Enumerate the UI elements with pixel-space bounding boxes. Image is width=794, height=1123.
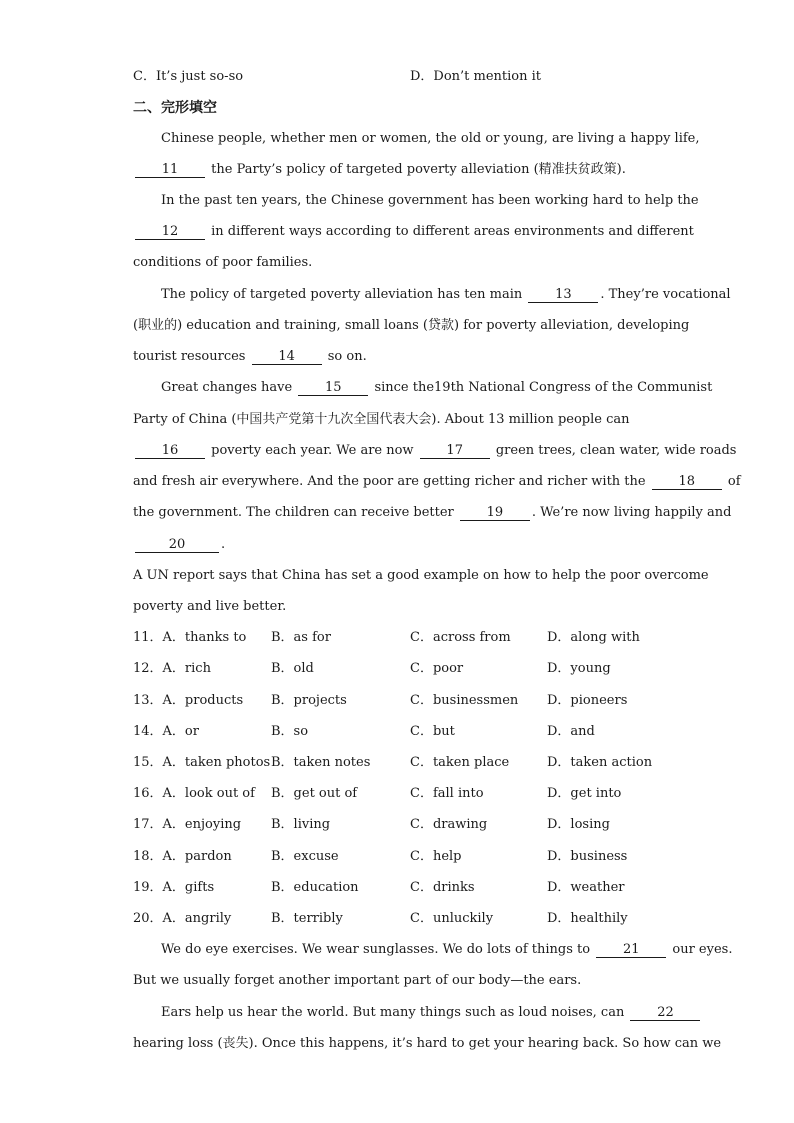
option-d: D．get into	[547, 786, 622, 801]
text: conditions of poor families.	[133, 255, 313, 270]
option-d: D．pioneers	[547, 693, 628, 708]
passage1-line	[133, 349, 367, 365]
passage1-line	[133, 443, 736, 459]
text: hearing loss (丧失). Once this happens, it’s hard to get your hearing back. So how can we	[133, 1036, 722, 1051]
text: and fresh air everywhere. And the poor are getting richer and richer with the	[133, 474, 646, 489]
passage1-line	[133, 255, 312, 271]
passage1-line	[133, 505, 731, 521]
blank-19: 19	[460, 506, 530, 521]
option-a: 20．A．angrily	[133, 911, 232, 926]
option-c: C．unluckily	[410, 911, 494, 926]
option-b: B．as for	[271, 630, 331, 645]
text: the government. The children can receive better	[133, 505, 454, 520]
option-c: C．across from	[410, 630, 511, 645]
text: . We’re now living happily and	[531, 505, 732, 520]
option-d: D．weather	[547, 880, 625, 895]
passage1-line	[161, 131, 700, 147]
passage1-line	[133, 599, 286, 615]
text: of	[727, 474, 741, 489]
prev-option-d: D．Don’t mention it	[410, 69, 542, 84]
option-d: D．taken action	[547, 755, 653, 770]
option-d: D．along with	[547, 630, 640, 645]
blank-16: 16	[135, 444, 205, 459]
blank-21: 21	[596, 943, 666, 958]
option-b: B．old	[271, 661, 314, 676]
option-d: D．and	[547, 724, 595, 739]
blank-12: 12	[135, 225, 205, 240]
option-a: 19．A．gifts	[133, 880, 215, 895]
option-b: B．living	[271, 817, 331, 832]
text: tourist resources	[133, 349, 246, 364]
option-c: C．drinks	[410, 880, 475, 895]
option-a: 15．A．taken photos	[133, 755, 271, 770]
option-d: D．healthily	[547, 911, 628, 926]
passage2-line	[161, 1005, 702, 1021]
text: poverty and live better.	[133, 599, 287, 614]
option-b: B．taken notes	[271, 755, 371, 770]
option-c: C．businessmen	[410, 693, 519, 708]
text: green trees, clean water, wide roads	[495, 443, 737, 458]
section-title: 二、完形填空	[133, 100, 217, 116]
text: poverty each year. We are now	[211, 443, 414, 458]
option-a: 18．A．pardon	[133, 849, 232, 864]
passage1-line	[161, 380, 712, 396]
text: our eyes.	[672, 942, 733, 957]
text: A UN report says that China has set a good example on how to help the poor overcome	[133, 568, 709, 583]
option-a: 13．A．products	[133, 693, 244, 708]
option-c: C．poor	[410, 661, 464, 676]
option-b: B．terribly	[271, 911, 343, 926]
text: .	[221, 537, 226, 552]
passage1-line	[133, 474, 741, 490]
blank-13: 13	[528, 288, 598, 303]
text: Chinese people, whether men or women, the old or young, are living a happy life,	[161, 131, 700, 146]
passage2-line	[133, 973, 581, 989]
passage1-line	[133, 318, 689, 334]
passage1-line	[161, 193, 699, 209]
option-a: 11．A．thanks to	[133, 630, 247, 645]
option-c: C．help	[410, 849, 462, 864]
passage1-line	[161, 287, 731, 303]
text: . They’re vocational	[600, 287, 731, 302]
passage1-line	[133, 412, 630, 428]
passage1-line	[133, 568, 709, 584]
blank-11: 11	[135, 163, 205, 178]
text: Ears help us hear the world. But many things such as loud noises, can	[161, 1005, 625, 1020]
option-b: B．get out of	[271, 786, 358, 801]
blank-17: 17	[420, 444, 490, 459]
text: But we usually forget another important part of our body—the ears.	[133, 973, 582, 988]
option-a: 12．A．rich	[133, 661, 211, 676]
option-a: 16．A．look out of	[133, 786, 255, 801]
passage2-line	[133, 1036, 721, 1052]
text: The policy of targeted poverty alleviation has ten main	[161, 287, 523, 302]
text: since the19th National Congress of the Communist	[374, 380, 713, 395]
text: We do eye exercises. We wear sunglasses. We do lots of things to	[161, 942, 591, 957]
option-b: B．excuse	[271, 849, 339, 864]
option-c: C．fall into	[410, 786, 484, 801]
text: Great changes have	[161, 380, 293, 395]
passage1-line	[133, 224, 694, 240]
option-b: B．education	[271, 880, 359, 895]
blank-15: 15	[298, 381, 368, 396]
passage2-line	[161, 942, 732, 958]
option-c: C．drawing	[410, 817, 488, 832]
option-d: D．young	[547, 661, 611, 676]
text: (职业的) education and training, small loans (贷款) for poverty alleviation, developing	[133, 318, 690, 333]
text: in different ways according to different areas environments and different	[211, 224, 694, 239]
blank-20: 20	[135, 538, 219, 553]
option-a: 17．A．enjoying	[133, 817, 242, 832]
blank-14: 14	[252, 350, 322, 365]
prev-option-c: C．It’s just so-so	[133, 69, 244, 84]
option-b: B．projects	[271, 693, 347, 708]
option-d: D．losing	[547, 817, 610, 832]
option-c: C．taken place	[410, 755, 510, 770]
text: so on.	[327, 349, 367, 364]
option-c: C．but	[410, 724, 455, 739]
text: Party of China (中国共产党第十九次全国代表大会). About 13 million people can	[133, 412, 630, 427]
option-b: B．so	[271, 724, 309, 739]
passage1-line	[133, 162, 626, 178]
text: In the past ten years, the Chinese government has been working hard to help the	[161, 193, 699, 208]
option-d: D．business	[547, 849, 628, 864]
text: the Party’s policy of targeted poverty alleviation (精准扶贫政策).	[211, 162, 626, 177]
option-a: 14．A．or	[133, 724, 199, 739]
blank-22: 22	[630, 1006, 700, 1021]
blank-18: 18	[652, 475, 722, 490]
passage1-line	[133, 537, 225, 553]
